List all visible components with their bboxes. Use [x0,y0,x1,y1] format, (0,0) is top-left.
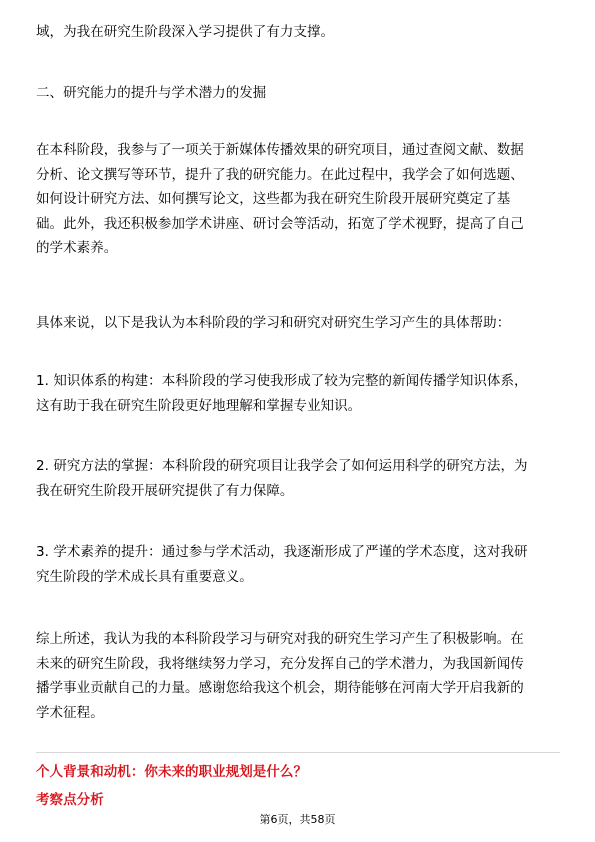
text-line: 础。此外，我还积极参加学术讲座、研讨会等活动，拓宽了学术视野，提高了自己 [36,215,524,232]
paragraph-research-project [36,138,560,261]
text-line: 究生阶段的学术成长具有重要意义。 [36,568,253,585]
page-indicator: 第6页，共58页 [259,813,336,826]
text-line: 在本科阶段，我参与了一项关于新媒体传播效果的研究项目，通过查阅文献、数据 [36,142,524,158]
text-line: 播学事业贡献自己的力量。感谢您给我这个机会，期待能够在河南大学开启我新的 [36,680,524,696]
question-heading [36,760,560,785]
text-line: 3. 学术素养的提升：通过参与学术活动，我逐渐形成了严谨的学术态度，这对我研 [36,544,528,560]
text-line: 这有助于我在研究生阶段更好地理解和掌握专业知识。 [36,397,362,414]
analysis-heading [36,788,560,813]
section-divider [36,752,560,753]
page-footer [0,812,595,828]
text-line: 2. 研究方法的掌握：本科阶段的研究项目让我学会了如何运用科学的研究方法，为 [36,458,528,474]
text-line: 具体来说，以下是我认为本科阶段的学习和研究对研究生学习产生的具体帮助： [36,315,511,331]
text-line: 综上所述，我认为我的本科阶段学习与研究对我的研究生学习产生了积极影响。在 [36,631,524,647]
conclusion-paragraph [36,627,560,725]
text-line: 域，为我在研究生阶段深入学习提供了有力支撑。 [36,24,335,40]
analysis-label: 考察点分析 [36,792,104,808]
text-line: 1. 知识体系的构建：本科阶段的学习使我形成了较为完整的新闻传播学知识体系， [36,373,528,389]
text-line: 如何设计研究方法、如何撰写论文，这些都为我在研究生阶段开展研究奠定了基 [36,191,511,207]
text-line: 学术征程。 [36,704,104,721]
text-line: 的学术素养。 [36,240,118,256]
question-text: 个人背景和动机：你未来的职业规划是什么？ [36,764,307,780]
intro-tail-paragraph [36,20,560,45]
section-heading-text: 二、研究能力的提升与学术潜力的发掘 [36,85,267,101]
section-heading [36,81,560,106]
text-line: 未来的研究生阶段，我将继续努力学习，充分发挥自己的学术潜力，为我国新闻传 [36,655,524,672]
text-line: 分析、论文撰写等环节，提升了我的研究能力。在此过程中，我学会了如何选题、 [36,166,524,183]
list-item-research-methods [36,454,560,503]
list-item-academic-literacy [36,540,560,589]
list-item-knowledge-system [36,369,560,418]
text-line: 我在研究生阶段开展研究提供了有力保障。 [36,482,294,499]
paragraph-specific-help [36,311,560,336]
